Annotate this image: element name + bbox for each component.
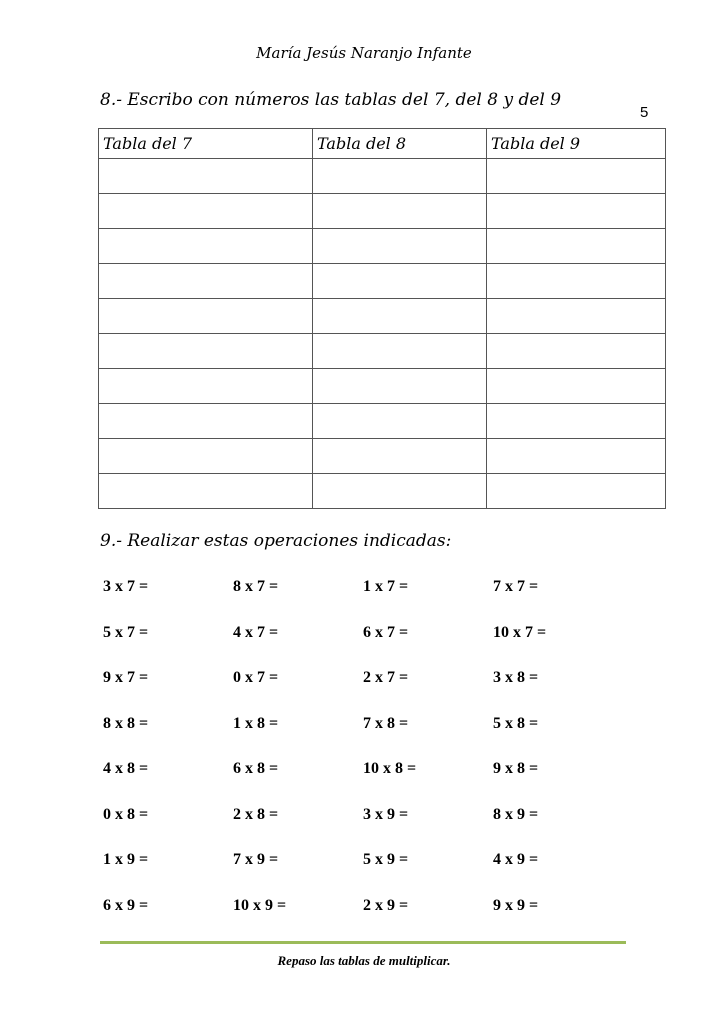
answer-cell[interactable] (313, 474, 487, 509)
answer-cell[interactable] (313, 159, 487, 194)
operation-item: 8 x 9 = (493, 805, 539, 823)
operation-item: 6 x 8 = (233, 760, 279, 777)
operation-item: 7 x 8 = (363, 714, 409, 732)
operation-item: 5 x 8 = (493, 714, 539, 732)
grid-row (99, 229, 666, 264)
answer-cell[interactable] (99, 369, 313, 404)
answer-cell[interactable] (99, 404, 313, 439)
operation-item: 1 x 8 = (233, 714, 279, 732)
grid-row (99, 299, 666, 334)
operation-item: 8 x 8 = (103, 714, 149, 732)
grid-body (99, 159, 666, 509)
operation-item: 7 x 9 = (233, 851, 279, 868)
answer-cell[interactable] (99, 334, 313, 369)
operation-item: 4 x 8 = (103, 760, 149, 777)
answer-cell[interactable] (99, 299, 313, 334)
multiplication-tables-grid (98, 128, 666, 509)
answer-cell[interactable] (487, 439, 666, 474)
grid-row (99, 369, 666, 404)
exercise-9-title: 9.- Realizar estas operaciones indicadas: (100, 531, 452, 551)
operation-item: 3 x 9 = (363, 805, 409, 823)
answer-cell[interactable] (99, 229, 313, 264)
page-number: 5 (640, 104, 649, 121)
operation-item: 10 x 8 = (363, 760, 417, 777)
grid-row (99, 334, 666, 369)
operation-item: 1 x 7 = (363, 578, 409, 595)
operation-item: 2 x 8 = (233, 805, 279, 823)
answer-cell[interactable] (313, 334, 487, 369)
operation-item: 9 x 7 = (103, 669, 149, 686)
answer-cell[interactable] (487, 369, 666, 404)
operation-item: 9 x 9 = (493, 896, 539, 914)
operation-item: 10 x 9 = (233, 896, 287, 914)
answer-cell[interactable] (313, 369, 487, 404)
operation-item: 1 x 9 = (103, 851, 149, 868)
operation-item: 2 x 7 = (363, 669, 409, 686)
answer-cell[interactable] (313, 264, 487, 299)
answer-cell[interactable] (99, 474, 313, 509)
grid-header-row (99, 129, 666, 159)
answer-cell[interactable] (487, 194, 666, 229)
exercise-8-title: 8.- Escribo con números las tablas del 7, del 8 y del 9 (100, 90, 562, 110)
grid-row (99, 474, 666, 509)
operation-item: 4 x 7 = (233, 623, 279, 641)
operation-item: 7 x 7 = (493, 578, 539, 595)
operation-item: 8 x 7 = (233, 578, 279, 595)
answer-cell[interactable] (487, 474, 666, 509)
answer-cell[interactable] (487, 264, 666, 299)
answer-cell[interactable] (99, 194, 313, 229)
operation-item: 0 x 7 = (233, 669, 279, 686)
answer-cell[interactable] (313, 194, 487, 229)
column-header-table-9: Tabla del 9 (487, 129, 666, 159)
operations-grid (103, 576, 663, 917)
grid-row (99, 404, 666, 439)
operation-item: 6 x 7 = (363, 623, 409, 641)
answer-cell[interactable] (487, 404, 666, 439)
operation-item: 5 x 9 = (363, 851, 409, 868)
author-name: María Jesús Naranjo Infante (256, 44, 472, 62)
operation-item: 2 x 9 = (363, 896, 409, 914)
grid-row (99, 194, 666, 229)
column-header-table-8: Tabla del 8 (313, 129, 487, 159)
footer-rule (100, 941, 626, 944)
answer-cell[interactable] (313, 299, 487, 334)
operation-item: 10 x 7 = (493, 623, 547, 641)
answer-cell[interactable] (487, 159, 666, 194)
grid-row (99, 439, 666, 474)
answer-cell[interactable] (99, 159, 313, 194)
operation-item: 3 x 7 = (103, 578, 149, 595)
operation-item: 0 x 8 = (103, 805, 149, 823)
answer-cell[interactable] (313, 404, 487, 439)
operation-item: 3 x 8 = (493, 669, 539, 686)
answer-cell[interactable] (99, 264, 313, 299)
operation-item: 5 x 7 = (103, 623, 149, 641)
answer-cell[interactable] (313, 439, 487, 474)
answer-cell[interactable] (487, 334, 666, 369)
answer-cell[interactable] (487, 229, 666, 264)
answer-cell[interactable] (99, 439, 313, 474)
operation-item: 9 x 8 = (493, 760, 539, 777)
answer-cell[interactable] (313, 229, 487, 264)
column-header-table-7: Tabla del 7 (99, 129, 313, 159)
grid-row (99, 159, 666, 194)
answer-cell[interactable] (487, 299, 666, 334)
grid-row (99, 264, 666, 299)
operation-item: 4 x 9 = (493, 851, 539, 868)
operation-item: 6 x 9 = (103, 896, 149, 914)
footer-caption: Repaso las tablas de multiplicar. (277, 953, 451, 968)
